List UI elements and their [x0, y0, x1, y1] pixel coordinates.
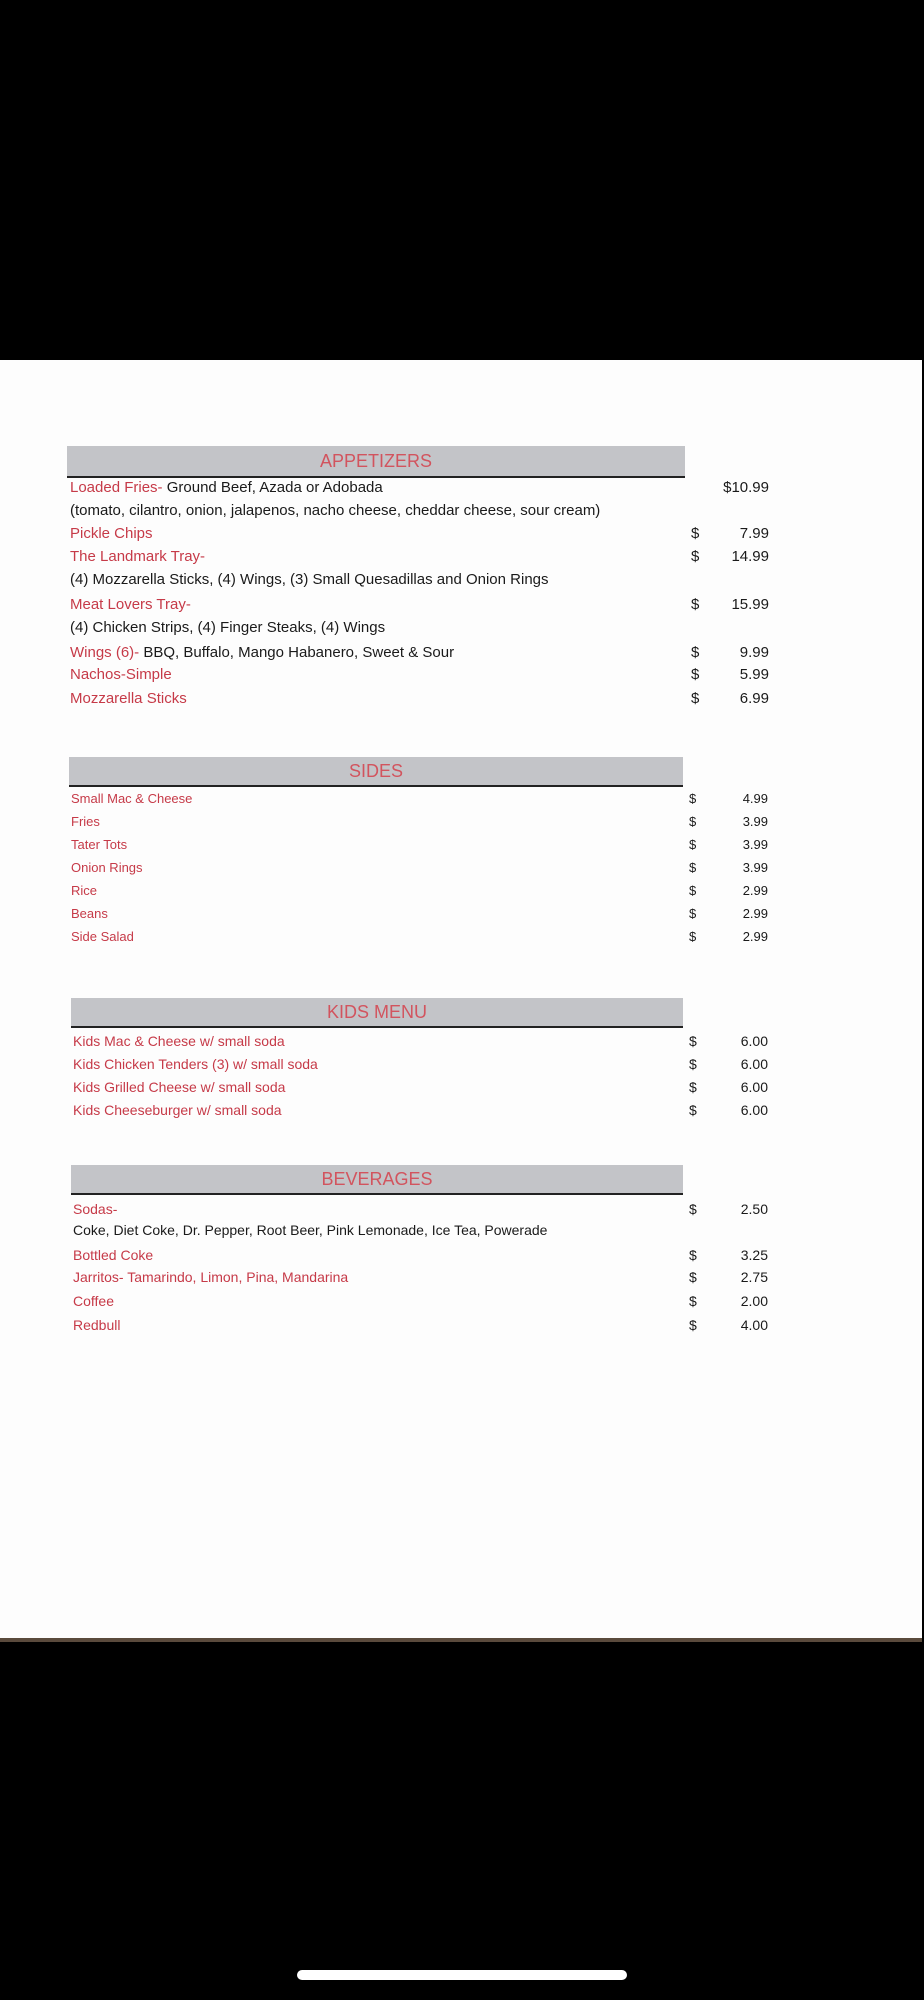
menu-item-row — [0, 500, 922, 522]
beverages-title: BEVERAGES — [321, 1169, 433, 1189]
currency-symbol: $ — [689, 1201, 697, 1217]
menu-item-label — [70, 477, 383, 499]
menu-item-name: Small Mac & Cheese — [71, 791, 193, 806]
menu-item-label — [70, 688, 187, 710]
menu-item-label — [73, 1219, 547, 1241]
menu-item-name: Kids Chicken Tenders (3) w/ small soda — [73, 1056, 318, 1072]
menu-item-row — [0, 1219, 922, 1241]
home-indicator[interactable] — [297, 1970, 627, 1980]
menu-item-price: 3.99 — [742, 814, 768, 829]
menu-item-label — [71, 834, 127, 856]
currency-symbol: $ — [689, 883, 697, 898]
menu-item-price: 2.99 — [742, 906, 768, 921]
menu-item-price: 14.99 — [731, 548, 769, 565]
menu-item-row — [0, 1290, 922, 1312]
menu-item-price: 3.99 — [742, 837, 768, 852]
menu-item-name: Sodas- — [73, 1201, 118, 1217]
menu-item-price: 6.00 — [740, 1033, 768, 1049]
menu-item-label — [73, 1030, 285, 1052]
menu-item-price: 4.00 — [740, 1317, 768, 1333]
currency-symbol: $ — [689, 929, 697, 944]
menu-item-row — [0, 617, 922, 639]
menu-item-name: Rice — [71, 883, 98, 898]
currency-symbol: $ — [689, 1317, 697, 1333]
appetizers-header — [67, 446, 685, 478]
menu-item-label — [70, 617, 385, 639]
menu-item-price: 7.99 — [739, 525, 769, 542]
menu-item-row — [0, 642, 922, 664]
menu-item-row — [0, 594, 922, 616]
menu-item-description: (4) Chicken Strips, (4) Finger Steaks, (4) Wings — [70, 619, 386, 636]
menu-item-row — [0, 811, 922, 833]
menu-item-row — [0, 664, 922, 686]
currency-symbol: $ — [691, 666, 700, 683]
menu-item-label — [70, 642, 454, 664]
sides-header — [69, 757, 683, 787]
menu-item-price: 2.75 — [740, 1269, 768, 1285]
currency-symbol: $ — [689, 1293, 697, 1309]
currency-symbol: $ — [689, 837, 697, 852]
menu-item-name: Meat Lovers Tray- — [70, 596, 191, 613]
menu-item-name: Fries — [71, 814, 100, 829]
menu-item-name: Nachos-Simple — [70, 666, 172, 683]
menu-item-label — [71, 926, 134, 948]
menu-item-row — [0, 1198, 922, 1220]
currency-symbol: $ — [689, 906, 697, 921]
menu-item-name: Jarritos- Tamarindo, Limon, Pina, Mandarina — [73, 1269, 349, 1285]
menu-item-row — [0, 1244, 922, 1266]
menu-item-name: Side Salad — [71, 929, 134, 944]
menu-item-label — [70, 523, 153, 545]
menu-item-row — [0, 1314, 922, 1336]
menu-item-label — [71, 903, 108, 925]
currency-symbol: $ — [689, 814, 697, 829]
menu-item-row — [0, 1076, 922, 1098]
menu-item-price: 6.00 — [740, 1056, 768, 1072]
currency-symbol: $ — [689, 1247, 697, 1263]
currency-symbol: $ — [691, 525, 700, 542]
currency-symbol: $ — [689, 1033, 697, 1049]
menu-item-price: 6.99 — [739, 690, 769, 707]
menu-item-row — [0, 1099, 922, 1121]
menu-item-label — [70, 569, 549, 591]
menu-item-description: Ground Beef, Azada or Adobada — [162, 479, 383, 496]
menu-item-row — [0, 523, 922, 545]
menu-item-row — [0, 926, 922, 948]
menu-item-price: 3.99 — [742, 860, 768, 875]
menu-item-label — [73, 1053, 318, 1075]
currency-symbol: $ — [689, 1079, 697, 1095]
menu-item-label — [70, 664, 172, 686]
menu-item-row — [0, 1030, 922, 1052]
menu-item-row — [0, 688, 922, 710]
menu-item-name: Beans — [71, 906, 108, 921]
menu-item-description: (4) Mozzarella Sticks, (4) Wings, (3) Small Quesadillas and Onion Rings — [70, 571, 549, 588]
menu-item-description: (tomato, cilantro, onion, jalapenos, nacho cheese, cheddar cheese, sour cream) — [70, 502, 601, 519]
menu-item-label — [73, 1244, 153, 1266]
menu-item-price: 6.00 — [740, 1079, 768, 1095]
sides-title: SIDES — [348, 761, 404, 781]
menu-item-price: 2.50 — [740, 1201, 768, 1217]
currency-symbol: $ — [689, 1269, 697, 1285]
kids-menu-title: KIDS MENU — [326, 1002, 427, 1022]
menu-item-row — [0, 788, 922, 810]
menu-item-row — [0, 903, 922, 925]
menu-item-price: 6.00 — [740, 1102, 768, 1118]
menu-item-name: Kids Cheeseburger w/ small soda — [73, 1102, 282, 1118]
kids-menu-header — [71, 998, 683, 1028]
menu-item-price: 5.99 — [739, 666, 769, 683]
menu-item-name: Kids Mac & Cheese w/ small soda — [73, 1033, 285, 1049]
menu-item-description: Coke, Diet Coke, Dr. Pepper, Root Beer, Pink Lemonade, Ice Tea, Powerade — [73, 1222, 548, 1238]
menu-item-name: Loaded Fries- — [70, 479, 163, 496]
currency-symbol: $ — [691, 690, 700, 707]
currency-symbol: $ — [689, 1102, 697, 1118]
menu-item-label — [73, 1076, 285, 1098]
menu-item-price: 2.99 — [742, 883, 768, 898]
currency-symbol: $ — [689, 791, 697, 806]
menu-item-label — [73, 1198, 117, 1220]
menu-item-name: Mozzarella Sticks — [70, 690, 187, 707]
currency-symbol: $ — [691, 644, 700, 661]
menu-item-label — [73, 1314, 120, 1336]
beverages-header — [71, 1165, 683, 1195]
menu-item-name: Bottled Coke — [73, 1247, 154, 1263]
menu-item-name: The Landmark Tray- — [70, 548, 206, 565]
currency-symbol: $ — [689, 860, 697, 875]
menu-item-name: Wings (6)- — [70, 644, 140, 661]
menu-item-name: Coffee — [73, 1293, 114, 1309]
menu-item-label — [73, 1290, 114, 1312]
menu-item-price: 15.99 — [731, 596, 769, 613]
menu-item-row — [0, 546, 922, 568]
menu-item-row — [0, 1053, 922, 1075]
menu-item-name: Kids Grilled Cheese w/ small soda — [73, 1079, 286, 1095]
menu-item-price: 3.25 — [740, 1247, 768, 1263]
menu-item-row — [0, 880, 922, 902]
menu-item-label — [71, 811, 100, 833]
menu-item-label — [70, 594, 191, 616]
menu-item-row — [0, 1266, 922, 1288]
menu-item-label — [73, 1266, 348, 1288]
menu-item-label — [70, 500, 600, 522]
menu-item-description: BBQ, Buffalo, Mango Habanero, Sweet & Sour — [139, 644, 455, 661]
menu-item-price: $10.99 — [723, 479, 769, 496]
menu-item-name: Tater Tots — [71, 837, 128, 852]
menu-item-row — [0, 569, 922, 591]
currency-symbol: $ — [691, 596, 700, 613]
menu-item-price: 2.00 — [740, 1293, 768, 1309]
menu-item-row — [0, 834, 922, 856]
menu-item-price: 4.99 — [742, 791, 768, 806]
appetizers-title: APPETIZERS — [319, 451, 433, 471]
menu-item-label — [71, 857, 143, 879]
menu-item-name: Pickle Chips — [70, 525, 153, 542]
currency-symbol: $ — [691, 548, 700, 565]
currency-symbol: $ — [689, 1056, 697, 1072]
menu-item-name: Redbull — [73, 1317, 121, 1333]
menu-item-row — [0, 477, 922, 499]
menu-item-label — [73, 1099, 282, 1121]
menu-item-price: 9.99 — [739, 644, 769, 661]
menu-item-label — [70, 546, 205, 568]
menu-item-price: 2.99 — [742, 929, 768, 944]
menu-item-name: Onion Rings — [71, 860, 143, 875]
menu-item-label — [71, 788, 192, 810]
menu-item-row — [0, 857, 922, 879]
menu-item-label — [71, 880, 97, 902]
